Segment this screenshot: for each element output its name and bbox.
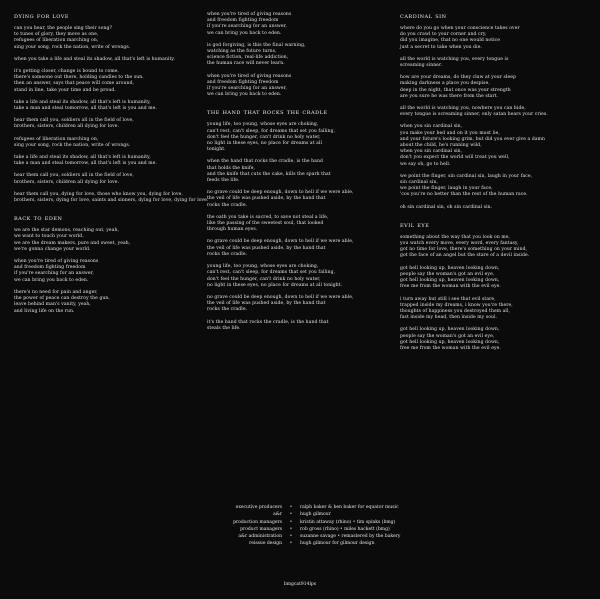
lyric-line: the veil of life was pushed aside, by the hand that bbox=[207, 196, 326, 202]
lyric-line: free me from the woman with the evil eye. bbox=[400, 345, 501, 351]
credit-separator: • bbox=[289, 534, 293, 540]
lyric-stanza bbox=[14, 228, 196, 253]
lyric-line: young life, too young, whose eyes are choking, bbox=[207, 122, 319, 128]
song-block bbox=[14, 12, 209, 204]
credit-row bbox=[150, 511, 470, 518]
lyric-line: every tongue is screaming sinner, only satan hears your cries. bbox=[400, 112, 548, 118]
lyric-line: like the passing of the sweetest soul, that looked bbox=[207, 221, 324, 227]
lyric-line: and living life on the run. bbox=[14, 308, 75, 314]
lyric-line: got hell looking up, heaven looking down, bbox=[400, 327, 500, 333]
credit-name: suzanne savage • remastered by the bakery bbox=[300, 534, 401, 540]
credit-name: rob gross (rhino) • miles hackett (bmg) bbox=[300, 526, 390, 532]
lyric-line: and the knife that cuts the cake, kills the spark that bbox=[207, 171, 331, 177]
credit-name: hugh gilmour bbox=[300, 512, 331, 518]
lyric-line: we say oh, go to hell. bbox=[400, 161, 451, 167]
lyric-stanza bbox=[207, 122, 389, 153]
lyric-line: steals the life. bbox=[207, 325, 241, 331]
lyric-line: rocks the cradle. bbox=[207, 202, 248, 208]
lyric-stanza bbox=[14, 69, 196, 94]
lyric-stanza bbox=[400, 297, 582, 322]
lyric-line: trapped inside my dreams, i know you're there, bbox=[400, 302, 513, 308]
credit-separator: • bbox=[289, 526, 293, 532]
lyric-line: is god forgiving, is this the final warning, bbox=[207, 42, 306, 48]
lyric-line: when you sin cardinal sin, bbox=[400, 124, 463, 130]
lyric-line: do you crawl to your corner and cry, bbox=[400, 32, 487, 38]
lyric-line: no grave could be deep enough, down to hell if we were able, bbox=[207, 190, 354, 196]
lyric-line: hear them call you, soldiers all in the field of love, bbox=[14, 118, 134, 124]
lyric-line: we are the star demons, reaching out, yeah, bbox=[14, 228, 120, 234]
lyric-line: got no time for love, there's something on your mind, bbox=[400, 247, 528, 253]
lyric-line: all the world is watching you, every tongue is bbox=[400, 56, 509, 62]
lyric-line: brothers, sisters, children all dying for love. bbox=[14, 179, 120, 185]
lyric-stanza bbox=[400, 266, 582, 291]
lyric-line: where do you go when your conscience takes over bbox=[400, 26, 520, 31]
lyric-line: it's getting closer, change is bound to come. bbox=[14, 69, 120, 75]
lyric-line: it's the hand that rocks the cradle, is the hand that bbox=[207, 319, 329, 325]
lyric-line: we point the finger, sin cardinal sin, laugh in your face, bbox=[400, 173, 533, 179]
lyric-line: young life, too young, whose eyes are choking, bbox=[207, 264, 319, 270]
lyric-line: rocks the cradle. bbox=[207, 307, 248, 313]
lyric-line: we're gonna change your world. bbox=[14, 246, 91, 252]
lyrics-column-2 bbox=[207, 12, 389, 342]
song-title: the hand that rocks the cradle bbox=[207, 108, 328, 117]
lyric-line: if you're searching for an answer, bbox=[14, 271, 94, 277]
lyric-stanza bbox=[207, 264, 389, 289]
lyric-stanza bbox=[207, 239, 389, 258]
credit-separator: • bbox=[289, 512, 293, 518]
song-block bbox=[400, 12, 582, 211]
song-block bbox=[207, 108, 389, 331]
lyric-line: the human race will never learn. bbox=[207, 61, 285, 67]
lyric-line: you make your bed and on it you must lie, bbox=[400, 130, 500, 136]
lyric-line: did you imagine, that no one would notice bbox=[400, 38, 501, 44]
lyric-line: can't rest, can't sleep, for dreams that set you falling, bbox=[207, 128, 336, 134]
credit-separator: • bbox=[289, 505, 293, 510]
lyric-line: and freedom fighting freedom bbox=[14, 265, 86, 271]
lyric-stanza bbox=[14, 26, 196, 51]
lyrics-column-3 bbox=[400, 12, 582, 362]
lyric-line: science fiction, real-life addiction, bbox=[207, 55, 289, 61]
lyric-line: we point the finger, laugh in your face, bbox=[400, 186, 493, 192]
lyric-line: when you're tired of giving reasons bbox=[207, 12, 292, 17]
lyric-line: no light in these eyes, no place for dreams at all bbox=[207, 141, 322, 147]
lyric-line: refugees of liberation marching on, bbox=[14, 136, 99, 142]
lyric-stanza bbox=[400, 235, 582, 260]
credit-role: a&r administration bbox=[238, 534, 282, 540]
lyric-line: got hell looking up, heaven looking down, bbox=[400, 339, 500, 345]
credit-role: a&r bbox=[273, 512, 282, 518]
lyric-stanza bbox=[207, 295, 389, 314]
lyric-stanza bbox=[207, 43, 389, 68]
lyric-stanza bbox=[14, 173, 196, 185]
song-title: back to eden bbox=[14, 214, 63, 223]
lyric-line: there's someone out there, holding candles to the sun. bbox=[14, 75, 144, 81]
lyric-line: take a life and steal its shadow, all that's left is humanity, bbox=[14, 99, 151, 105]
credit-role: product managers bbox=[240, 526, 282, 532]
lyric-line: when the hand that rocks the cradle, is the hand bbox=[207, 159, 323, 165]
lyric-line: the veil of life was pushed aside, by the hand that bbox=[207, 301, 326, 307]
credit-row bbox=[150, 519, 470, 526]
lyric-line: refugees of liberation marching on, bbox=[14, 38, 99, 44]
lyric-stanza bbox=[400, 75, 582, 100]
credit-name: ralph baker & ben baker for equator music bbox=[300, 505, 399, 510]
song-block bbox=[207, 12, 389, 98]
lyric-line: rocks the cradle. bbox=[207, 251, 248, 257]
lyric-stanza bbox=[400, 106, 582, 118]
lyric-line: free me from the woman with the evil eye. bbox=[400, 284, 501, 290]
credit-row bbox=[150, 504, 470, 511]
lyric-line: sing your song, rock the nation, write of wrongs. bbox=[14, 142, 131, 148]
lyric-line: oh sin cardinal sin, oh sin cardinal sin. bbox=[400, 204, 493, 210]
lyric-line: we can bring you back to eden. bbox=[14, 277, 89, 283]
lyric-line: don't feel the hunger, can't drink no holy water, bbox=[207, 134, 321, 140]
credit-row bbox=[150, 526, 470, 533]
credit-separator: • bbox=[289, 541, 293, 547]
credit-name: kristin attaway (rhino) • tim spinks (bmg) bbox=[300, 519, 396, 525]
lyric-line: if you're searching for an answer, bbox=[207, 86, 287, 92]
lyric-line: thoughts of happiness you destroyed them all, bbox=[400, 308, 511, 314]
lyric-line: we can bring you back to eden. bbox=[207, 30, 282, 36]
lyric-line: and freedom fighting freedom bbox=[207, 79, 279, 85]
lyric-stanza bbox=[14, 118, 196, 130]
lyrics-column-1 bbox=[14, 12, 209, 325]
lyric-stanza bbox=[14, 57, 196, 63]
lyric-stanza bbox=[400, 26, 582, 51]
lyric-line: to tunes of glory, they move as one, bbox=[14, 32, 99, 38]
lyric-line: fast inside my head, then inside my soul. bbox=[400, 315, 498, 321]
lyric-line: deep in the night, that once was your strength bbox=[400, 87, 511, 93]
lyric-line: then an answer, says that peace will come around, bbox=[14, 81, 135, 87]
lyric-stanza bbox=[400, 124, 582, 167]
lyric-line: watching as the future turns, bbox=[207, 49, 277, 55]
lyric-line: we are the dream makers, pure and sweet, yeah, bbox=[14, 240, 131, 246]
credit-role: production managers bbox=[233, 519, 282, 525]
lyric-stanza bbox=[400, 327, 582, 352]
credit-row bbox=[150, 540, 470, 547]
credits bbox=[150, 504, 470, 548]
lyric-line: that holds the knife, bbox=[207, 165, 256, 171]
lyric-line: no light in these eyes, no place for dreams at all tonight. bbox=[207, 282, 343, 288]
lyric-line: tonight. bbox=[207, 147, 226, 153]
lyric-line: how are your dreams, do they claw at your sleep bbox=[400, 75, 516, 81]
lyric-line: making darkness a place you despise, bbox=[400, 81, 490, 87]
lyric-line: brothers, sisters, children all dying for love. bbox=[14, 124, 120, 130]
lyric-line: are you sure he was there from the start. bbox=[400, 93, 499, 99]
lyric-line: about the child, he's running wild, bbox=[400, 143, 482, 149]
lyric-line: we want to touch your world. bbox=[14, 234, 84, 240]
song-block bbox=[400, 221, 582, 352]
lyric-line: the veil of life was pushed aside, by the hand that bbox=[207, 245, 326, 251]
lyric-stanza bbox=[14, 137, 196, 149]
lyric-line: people say the woman's got an evil eye, bbox=[400, 333, 495, 339]
lyric-line: take a man and steal tomorrow, all that's left is you and me. bbox=[14, 161, 157, 167]
lyric-line: hear them call you, dying for love, those who know you, dying for love, bbox=[14, 191, 183, 197]
lyric-line: brothers, sisters, dying for love, saints and sinners, dying for love, dying for love. bbox=[14, 198, 209, 204]
lyric-line: the oath you take is sacred, to save not steal a life, bbox=[207, 214, 329, 220]
song-block bbox=[14, 214, 196, 314]
lyric-stanza bbox=[400, 57, 582, 69]
lyric-line: take a life and steal its shadow, all that's left is humanity, bbox=[14, 155, 151, 161]
lyric-line: when you sin cardinal sin, bbox=[400, 149, 463, 155]
lyric-stanza bbox=[14, 191, 209, 204]
lyric-line: 'cos you're no better than the rest of the human race. bbox=[400, 192, 528, 198]
lyric-line: and freedom fighting freedom bbox=[207, 18, 279, 24]
lyric-line: i turn away but still i see that evil stare, bbox=[400, 296, 496, 302]
credit-row bbox=[150, 533, 470, 540]
lyric-line: sing your song, rock the nation, write of wrongs. bbox=[14, 44, 131, 50]
lyric-line: can you hear, the people sing their song? bbox=[14, 26, 112, 31]
lyric-stanza bbox=[207, 12, 389, 37]
lyric-line: got hell looking up, heaven looking down, bbox=[400, 265, 500, 271]
lyric-line: can't rest, can't sleep, for dreams that set you falling, bbox=[207, 270, 336, 276]
lyric-line: if you're searching for an answer, bbox=[207, 24, 287, 30]
song-title: cardinal sin bbox=[400, 12, 447, 20]
lyric-line: leave behind man's vanity, yeah, bbox=[14, 302, 91, 308]
song-title: evil eye bbox=[400, 220, 430, 229]
lyric-line: you watch every move, every word, every fantasy, bbox=[400, 241, 519, 247]
lyric-line: don't feel the hunger, can't drink no holy water, bbox=[207, 276, 321, 282]
lyric-line: got hell looking up, heaven looking down, bbox=[400, 278, 500, 284]
lyric-line: take a man and steal tomorrow, all that's left is you and me. bbox=[14, 106, 157, 112]
lyric-line: when you take a life and steal its shadow, all that's left is humanity. bbox=[14, 56, 175, 62]
lyric-stanza bbox=[207, 215, 389, 234]
lyric-line: the power of peace can destroy the gun. bbox=[14, 296, 110, 302]
lyric-line: got the face of an angel but the stare of a devil inside. bbox=[400, 253, 530, 259]
credit-role: reissue design bbox=[249, 541, 282, 547]
credit-role: executive producers bbox=[235, 505, 282, 510]
lyric-line: screaming sinner. bbox=[400, 63, 443, 69]
lyric-line: something about the way that you look on me, bbox=[400, 234, 511, 240]
lyric-line: there's no need for pain and anger, bbox=[14, 289, 98, 295]
lyric-stanza bbox=[14, 290, 196, 315]
lyric-line: and your future's looking grim, but did you ever give a damn bbox=[400, 136, 545, 142]
lyric-stanza bbox=[400, 205, 582, 211]
lyric-line: don't you expect the world will treat you well, bbox=[400, 155, 510, 161]
lyric-line: no grave could be deep enough, down to hell if we were able, bbox=[207, 294, 354, 300]
lyric-line: we can bring you back to eden. bbox=[207, 92, 282, 98]
lyric-stanza bbox=[14, 259, 196, 284]
lyric-stanza bbox=[207, 190, 389, 209]
lyric-line: when you're tired of giving reasons bbox=[207, 73, 292, 79]
lyric-line: sin cardinal sin, bbox=[400, 180, 438, 186]
lyric-line: through human eyes. bbox=[207, 227, 258, 233]
lyric-stanza bbox=[207, 159, 389, 184]
lyric-stanza bbox=[207, 74, 389, 99]
lyric-line: hear them call you, soldiers all in the field of love, bbox=[14, 173, 134, 179]
lyric-line: feeds the life. bbox=[207, 178, 240, 184]
lyric-line: all the world is watching you, nowhere you can hide, bbox=[400, 106, 526, 112]
lyric-stanza bbox=[400, 174, 582, 199]
lyric-line: when you're tired of giving reasons bbox=[14, 259, 99, 265]
credit-name: hugh gilmour for gilmour design bbox=[300, 541, 375, 547]
lyric-line: no grave could be deep enough, down to hell if we were able, bbox=[207, 239, 354, 245]
lyric-stanza bbox=[14, 155, 196, 167]
lyric-stanza bbox=[14, 100, 196, 112]
lyric-line: people say the woman's got an evil eye, bbox=[400, 271, 495, 277]
catalog-number: bmgcat914lps bbox=[283, 582, 317, 587]
lyric-line: stand in line, take your time and be proud. bbox=[14, 87, 116, 93]
song-title: dying for love bbox=[14, 12, 70, 20]
lyric-stanza bbox=[207, 320, 389, 332]
credit-separator: • bbox=[289, 519, 293, 525]
lyric-line: just a secret to take when you die. bbox=[400, 44, 482, 50]
